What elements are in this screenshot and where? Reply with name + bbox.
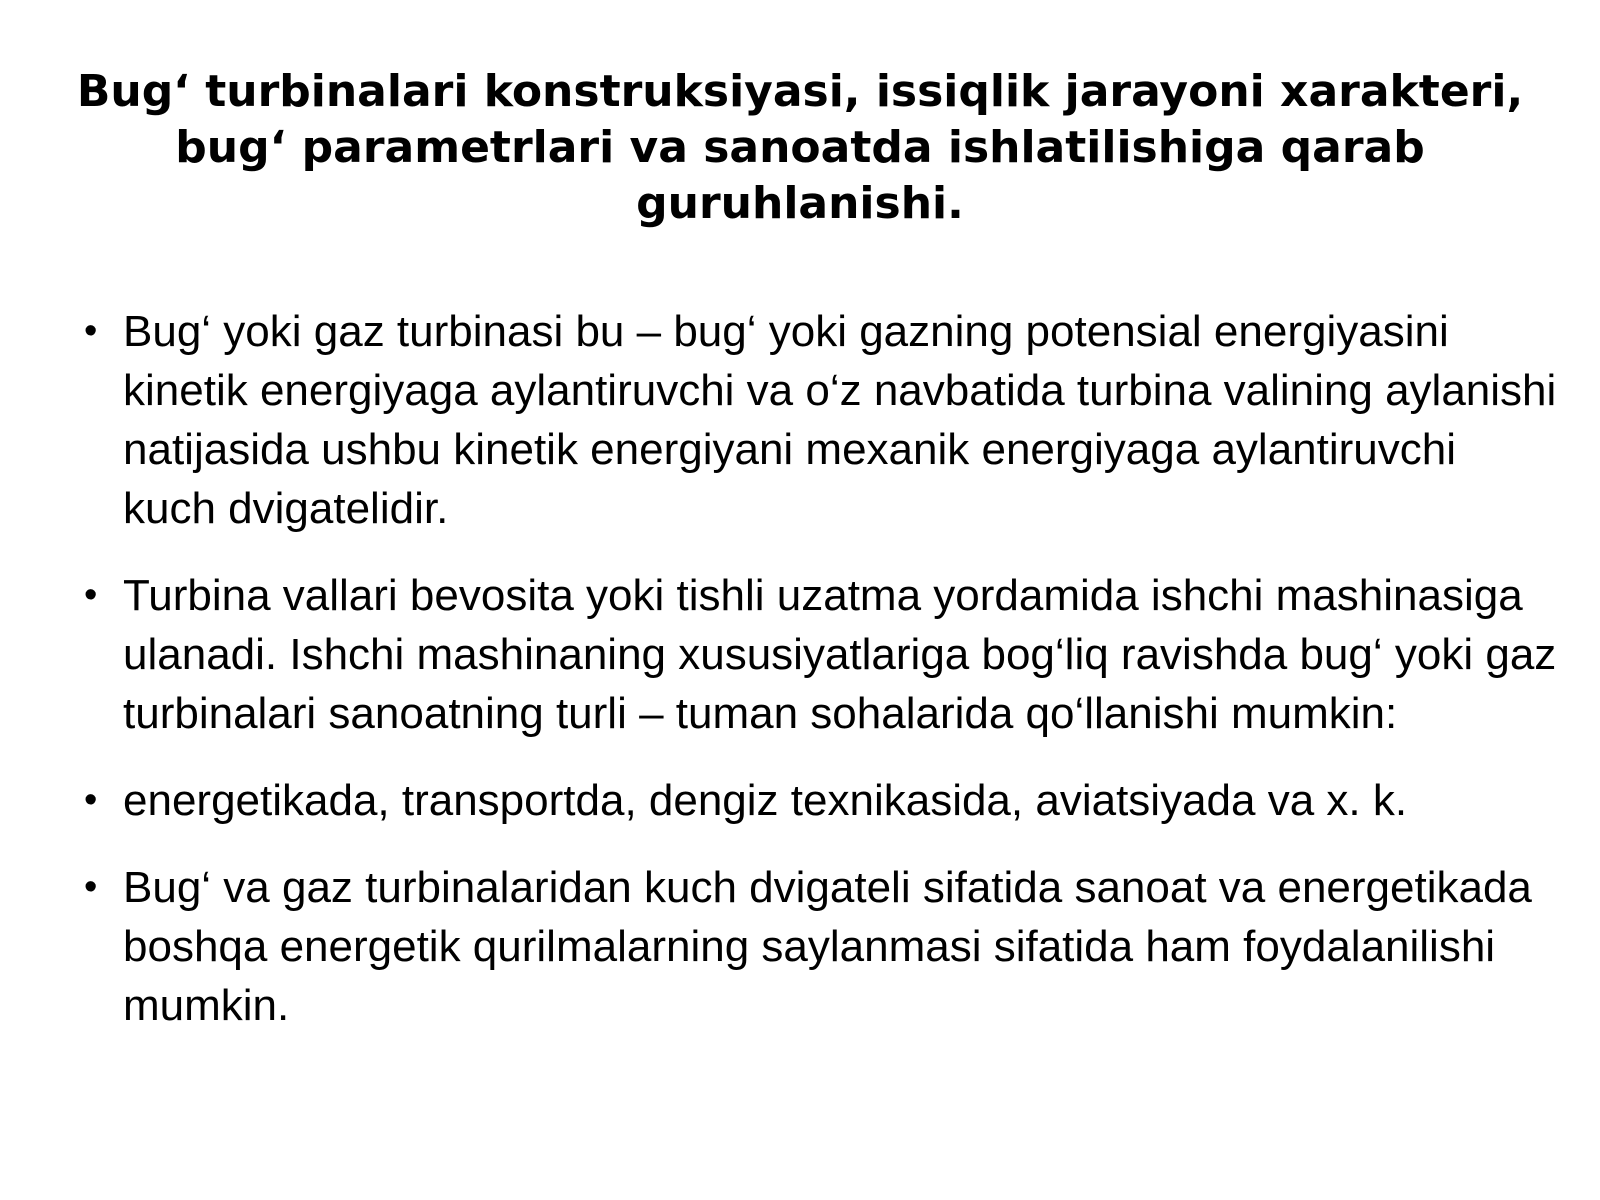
bullet-list xyxy=(78,302,1558,1063)
bullet-text: Bug‘ yoki gaz turbinasi bu – bug‘ yoki gazning potensial energiyasini kinetik energiyaga aylantiruvchi va o‘z navbatida turbina valining aylanishi natijasida ushbu kinetik energiyani mexanik energiyaga aylantiruvchi kuch dvigatelidir. xyxy=(123,307,1557,533)
bullet-text: energetikada, transportda, dengiz texnikasida, aviatsiyada va x. k. xyxy=(123,776,1408,825)
bullet-icon: • xyxy=(84,866,98,908)
bullet-item xyxy=(78,858,1558,1035)
bullet-icon: • xyxy=(84,779,98,821)
bullet-icon: • xyxy=(84,574,98,616)
bullet-icon: • xyxy=(84,310,98,352)
bullet-text: Turbina vallari bevosita yoki tishli uzatma yordamida ishchi mashinasiga ulanadi. Ishchi mashinaning xususiyatlariga bog‘liq ravishda bug‘ yoki gaz turbinalari sanoatning turli – tuman sohalarida qo‘llanishi mumkin: xyxy=(123,571,1557,738)
bullet-item xyxy=(78,302,1558,538)
slide-title: Bug‘ turbinalari konstruksiyasi, issiqlik jarayoni xarakteri, bug‘ parametrlari va sanoatda ishlatilishiga qarab guruhlanishi. xyxy=(76,66,1524,229)
bullet-item xyxy=(78,771,1558,830)
bullet-item xyxy=(78,566,1558,743)
bullet-text: Bug‘ va gaz turbinalaridan kuch dvigateli sifatida sanoat va energetikada boshqa energetik qurilmalarning saylanmasi sifatida ham foydalanilishi mumkin. xyxy=(123,863,1532,1030)
